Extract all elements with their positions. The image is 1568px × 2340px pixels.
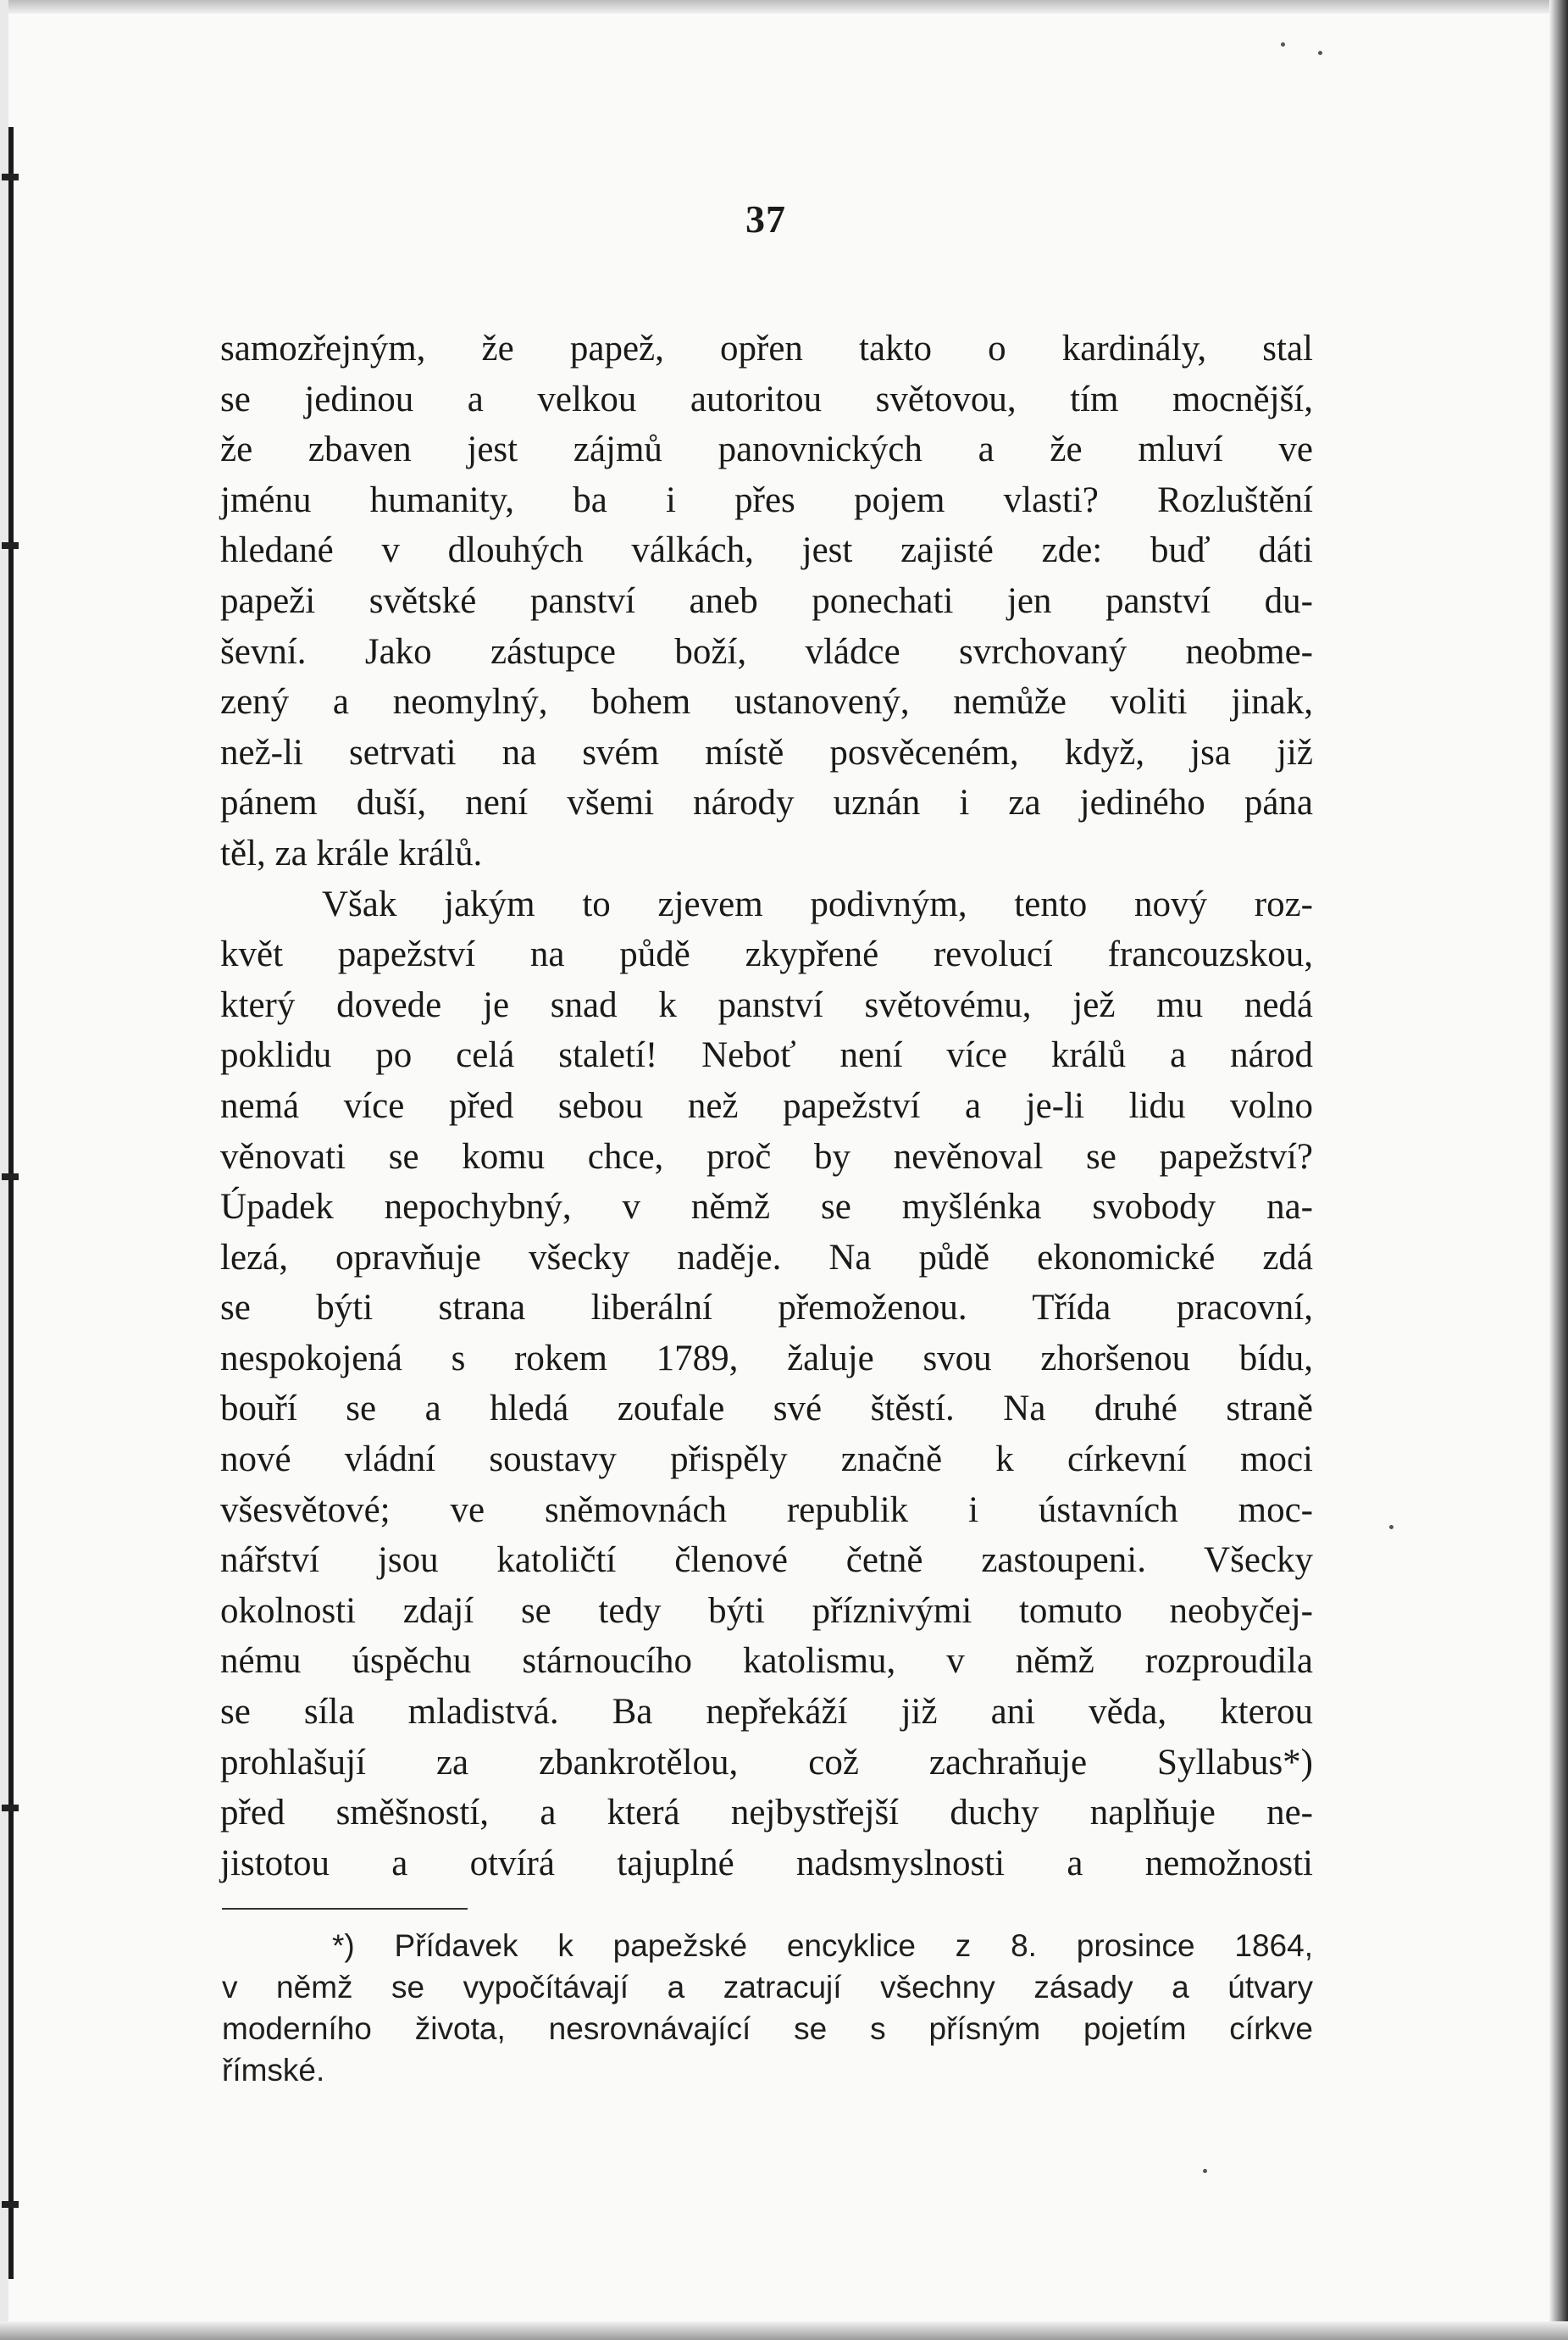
text-line: jistotou a otvírá tajuplné nadsmyslnosti a nemožnosti <box>220 1843 1313 1883</box>
text-line: než-li setrvati na svém místě posvěceném, když, jsa již <box>220 732 1313 773</box>
text-line: Úpadek nepochybný, v němž se myšlénka svobody na- <box>220 1187 1313 1228</box>
edge-notch <box>2 2201 19 2208</box>
text-line: zený a neomylný, bohem ustanovený, nemůže voliti jinak, <box>220 682 1313 723</box>
text-line: se býti strana liberální přemoženou. Třída pracovní, <box>220 1288 1313 1328</box>
text-line: nemá více před sebou než papežství a je-li lidu volno <box>220 1085 1313 1126</box>
page-left-edge <box>8 127 14 2279</box>
scan-speck <box>1318 51 1322 55</box>
text-line: okolnosti zdají se tedy býti příznivými tomuto neobyčej- <box>220 1590 1313 1631</box>
text-line: všesvětové; ve sněmovnách republik i ústavních moc- <box>220 1489 1313 1530</box>
edge-notch <box>2 542 19 549</box>
text-line: věnovati se komu chce, proč by nevěnoval se papežství? <box>220 1136 1313 1177</box>
page-number: 37 <box>745 197 786 241</box>
text-line: jménu humanity, ba i přes pojem vlasti? Rozluštění <box>220 480 1313 520</box>
text-line: lezá, opravňuje všecky naděje. Na půdě ekonomické zdá <box>220 1237 1313 1278</box>
text-line: nespokojená s rokem 1789, žaluje svou zhoršenou bídu, <box>220 1338 1313 1378</box>
scan-speck <box>1203 2169 1207 2173</box>
edge-notch <box>2 174 19 180</box>
text-line: nové vládní soustavy přispěly značně k církevní moci <box>220 1439 1313 1480</box>
footnote-line: moderního života, nesrovnávající se s přísným pojetím církve <box>222 2011 1313 2046</box>
page-left-margin <box>0 0 8 2340</box>
text-line: že zbaven jest zájmů panovnických a že mluví ve <box>220 430 1313 470</box>
text-line: papeži světské panství aneb ponechati jen panství du- <box>220 580 1313 621</box>
body-text <box>220 324 1313 1888</box>
text-line: prohlašují za zbankrotělou, což zachraňuje Syllabus*) <box>220 1742 1313 1783</box>
text-line: před směšností, a která nejbystřejší duchy naplňuje ne- <box>220 1793 1313 1833</box>
text-line: těl, za krále králů. <box>220 833 483 873</box>
edge-notch <box>2 1805 19 1811</box>
text-line: který dovede je snad k panství světovému, jež mu nedá <box>220 984 1313 1025</box>
text-line: pánem duší, není všemi národy uznán i za jediného pána <box>220 783 1313 823</box>
text-line: poklidu po celá staletí! Neboť není více králů a národ <box>220 1035 1313 1076</box>
scan-speck <box>1389 1525 1393 1529</box>
page-bottom-edge <box>0 2321 1568 2340</box>
text-line: hledané v dlouhých válkách, jest zajisté zde: buď dáti <box>220 530 1313 571</box>
text-line: nářství jsou katoličtí členové četně zastoupeni. Všecky <box>220 1540 1313 1581</box>
text-line: Však jakým to zjevem podivným, tento nový roz- <box>322 884 1313 924</box>
text-line: květ papežství na půdě zkypřené revolucí francouzskou, <box>220 934 1313 975</box>
footnote-line: římské. <box>222 2053 325 2088</box>
footnote-line: *) Přídavek k papežské encyklice z 8. prosince 1864, <box>332 1928 1313 1963</box>
scan-speck <box>1281 42 1285 47</box>
text-line: ševní. Jako zástupce boží, vládce svrchovaný neobme- <box>220 631 1313 672</box>
text-line: samozřejným, že papež, opřen takto o kardinály, stal <box>220 329 1313 369</box>
text-line: se síla mladistvá. Ba nepřekáží již ani věda, kterou <box>220 1692 1313 1733</box>
page-top-edge <box>0 0 1568 14</box>
text-line: se jedinou a velkou autoritou světovou, tím mocnější, <box>220 379 1313 419</box>
page-right-edge <box>1549 0 1568 2340</box>
edge-notch <box>2 1173 19 1180</box>
text-line: nému úspěchu stárnoucího katolismu, v němž rozproudila <box>220 1641 1313 1682</box>
text-line: bouří se a hledá zoufale své štěstí. Na druhé straně <box>220 1389 1313 1429</box>
footnote <box>222 1925 1313 2091</box>
footnote-divider <box>222 1908 468 1910</box>
footnote-line: v němž se vypočítávají a zatracují všechny zásady a útvary <box>222 1970 1313 2005</box>
